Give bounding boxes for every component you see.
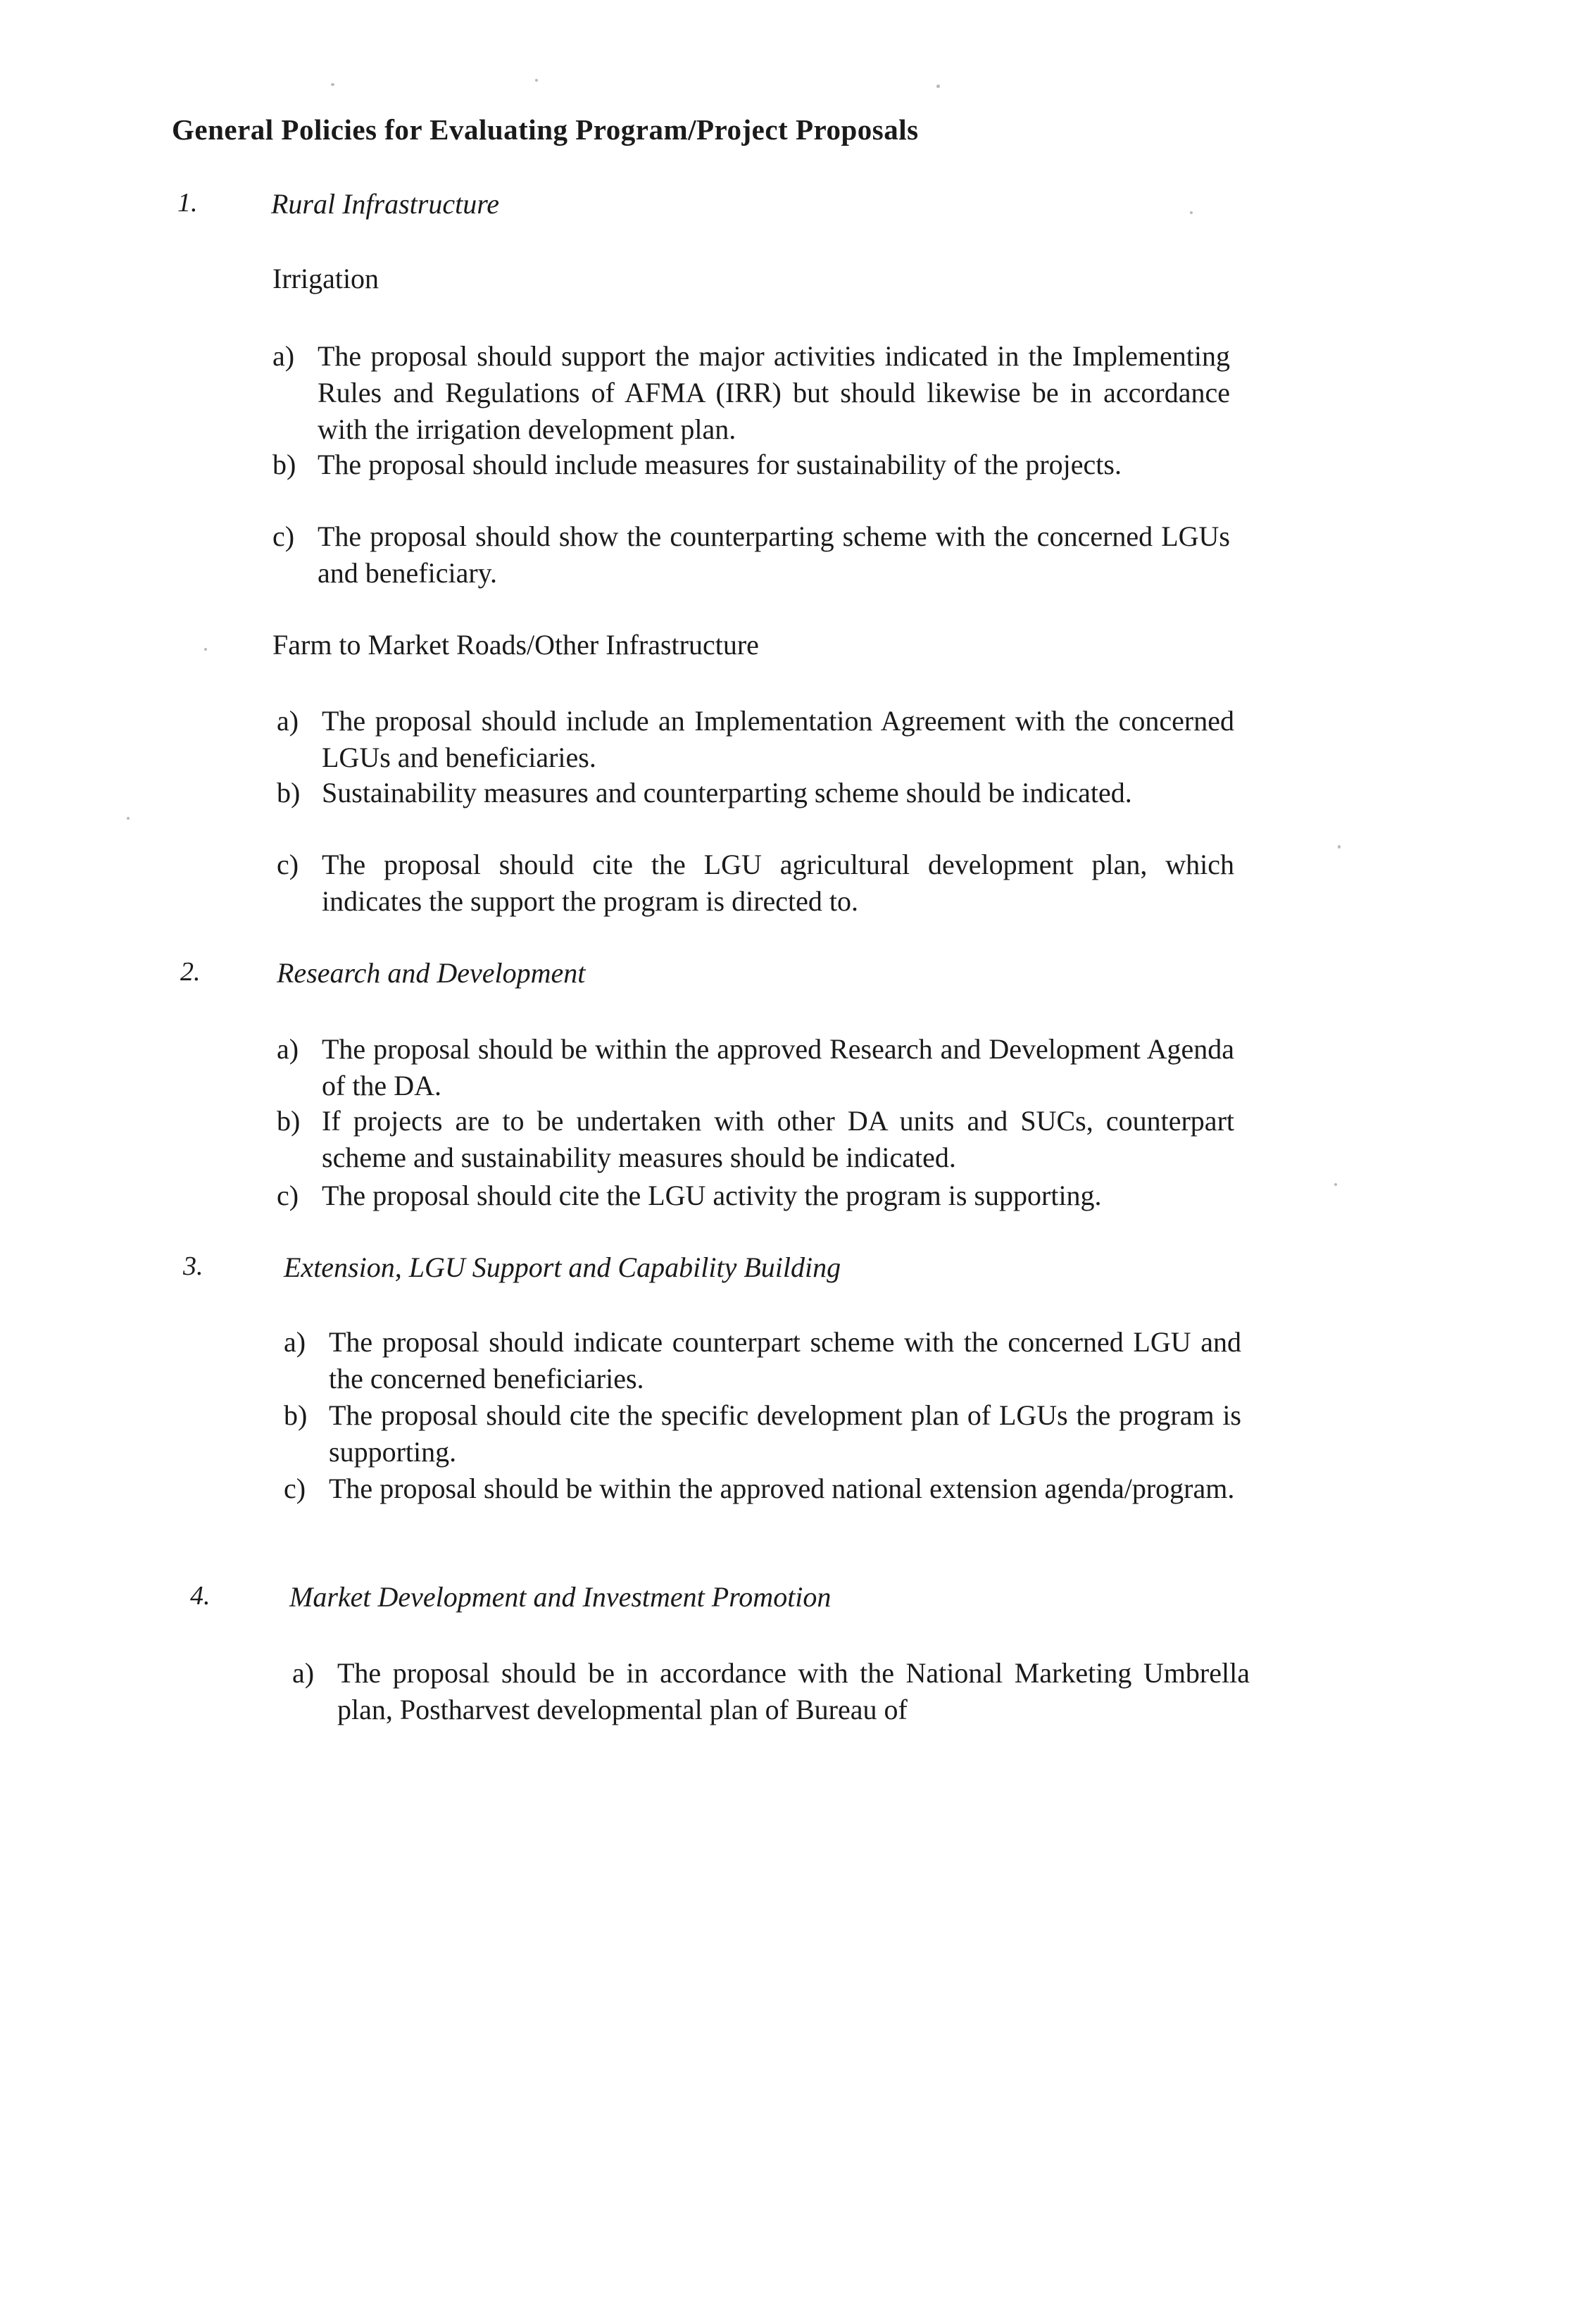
section-number: 1. (177, 188, 198, 218)
section-title-extension-lgu-support: Extension, LGU Support and Capability Building (284, 1251, 841, 1283)
list-item (284, 1470, 1241, 1507)
scan-speck (1334, 1183, 1337, 1186)
list-item-text: If projects are to be undertaken with other DA units and SUCs, counterpart scheme and sustainability measures should be indicated. (322, 1105, 1234, 1173)
list-item-label: c) (272, 520, 295, 552)
list-item-text: The proposal should cite the LGU agricultural development plan, which indicates the support the program is directed to. (322, 849, 1234, 917)
scan-speck (331, 83, 334, 86)
list-item (292, 1655, 1250, 1728)
section-number: 2. (180, 957, 201, 987)
list-item (277, 703, 1234, 776)
list-item (277, 1177, 1234, 1214)
list-item (277, 1031, 1234, 1104)
list-item-text: The proposal should support the major activities indicated in the Implementing Rules and Regulations of AFMA (IRR) but should likewise be in accordance with the irrigation development plan. (318, 340, 1230, 445)
scan-speck (127, 817, 130, 820)
list-item-text: The proposal should be within the approved Research and Development Agenda of the DA. (322, 1033, 1234, 1101)
list-item-text: The proposal should indicate counterpart scheme with the concerned LGU and the concerned beneficiaries. (329, 1326, 1241, 1394)
list-item (272, 338, 1230, 448)
section-number: 4. (190, 1581, 211, 1611)
list-item-text: The proposal should be within the approved national extension agenda/program. (329, 1473, 1235, 1504)
list-item-label: b) (277, 777, 301, 808)
list-item-label: a) (277, 705, 299, 737)
list-item (284, 1397, 1241, 1470)
list-item-text: The proposal should include measures for sustainability of the projects. (318, 449, 1122, 480)
scan-speck (535, 79, 538, 82)
list-item (277, 846, 1234, 920)
section-title-research-and-development: Research and Development (277, 957, 586, 989)
list-item-label: a) (284, 1326, 306, 1358)
section-title-market-development: Market Development and Investment Promotion (289, 1581, 832, 1613)
document-title: General Policies for Evaluating Program/Project Proposals (172, 113, 919, 146)
list-item-label: b) (277, 1105, 301, 1137)
subsection-title-farm-to-market-roads: Farm to Market Roads/Other Infrastructure (272, 629, 759, 661)
list-item (277, 1103, 1234, 1176)
list-item-label: a) (292, 1657, 315, 1689)
list-item (272, 446, 1230, 483)
list-item-text: Sustainability measures and counterparting scheme should be indicated. (322, 777, 1132, 808)
subsection-title-irrigation: Irrigation (272, 263, 380, 294)
list-item-label: a) (277, 1033, 299, 1065)
section-title-rural-infrastructure: Rural Infrastructure (271, 188, 500, 220)
list-item-text: The proposal should include an Implementation Agreement with the concerned LGUs and beneficiaries. (322, 705, 1234, 773)
list-item (284, 1324, 1241, 1397)
list-item-text: The proposal should be in accordance with the National Marketing Umbrella plan, Postharvest developmental plan of Bureau of (337, 1657, 1250, 1725)
scan-speck (1190, 211, 1193, 214)
list-item-label: b) (272, 449, 296, 480)
section-number: 3. (183, 1251, 203, 1281)
scan-speck (204, 648, 207, 651)
list-item-text: The proposal should cite the specific development plan of LGUs the program is supporting. (329, 1399, 1241, 1468)
list-item-text: The proposal should show the counterparting scheme with the concerned LGUs and beneficiary. (318, 520, 1230, 589)
list-item-text: The proposal should cite the LGU activity the program is supporting. (322, 1180, 1102, 1211)
list-item-label: c) (277, 1180, 299, 1211)
scan-speck (1338, 845, 1341, 849)
list-item-label: c) (277, 849, 299, 880)
list-item (272, 518, 1230, 592)
list-item (277, 775, 1234, 811)
list-item-label: c) (284, 1473, 306, 1504)
list-item-label: b) (284, 1399, 308, 1431)
scan-speck (936, 85, 940, 88)
list-item-label: a) (272, 340, 295, 372)
